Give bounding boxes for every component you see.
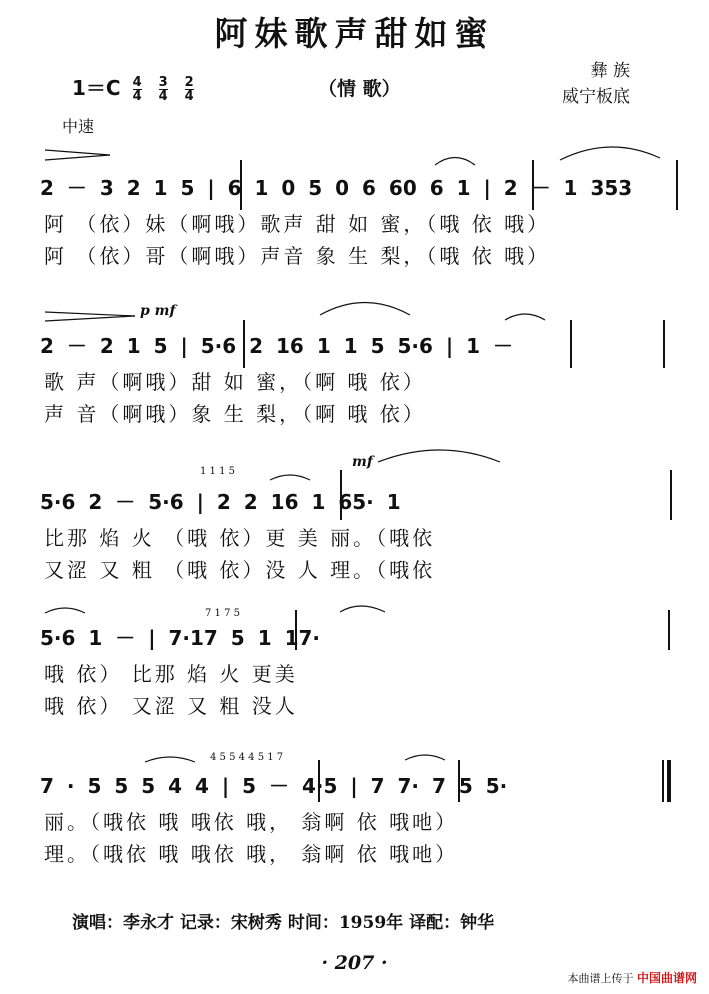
page-number: · 207 ·: [321, 952, 388, 974]
grace-notes-row-3: 1 1 1 5: [200, 466, 235, 477]
barline: [676, 160, 678, 210]
final-barline-thick: [667, 760, 671, 802]
lyrics-row-2b: 声 音（啊哦）象 生 梨，（啊 哦 依）: [44, 402, 426, 426]
song-title: 阿妹歌声甜如蜜: [214, 14, 495, 53]
slur: [378, 450, 500, 462]
notation-row-1: 2 － 3 2 1 5 | 6 1 0 5 0 6 60 6 1 | 2 － 1 353: [40, 176, 633, 200]
notation-row-4: 5·6 1 － | 7·17 5 1 17·: [40, 626, 320, 650]
lyrics-row-5a: 丽。（哦依 哦 哦依 哦， 翁啊 依 哦吔）: [44, 810, 459, 834]
dynamics-row-2: p mf: [140, 303, 176, 319]
watermark: [567, 969, 697, 986]
notation-row-3: 5·6 2 － 5·6 | 2 2 16 1 65· 1: [40, 490, 401, 514]
crescendo-hairpin: [45, 150, 110, 155]
lyrics-row-2a: 歌 声（啊哦）甜 如 蜜，（啊 哦 依）: [44, 370, 426, 394]
slur: [505, 314, 545, 320]
grace-notes-row-5: 4 5 5 4 4 5 1 7: [210, 752, 284, 763]
lyrics-row-4a: 哦 依） 比那 焰 火 更美: [44, 662, 298, 686]
slur: [405, 755, 445, 760]
lyrics-row-1a: 阿 （依）妹（啊哦）歌声 甜 如 蜜，（哦 依 哦）: [44, 212, 551, 236]
barline: [668, 610, 670, 650]
meter-4-4: $\frac{4}{4}$: [132, 75, 142, 104]
slur: [145, 757, 195, 762]
lyrics-row-3a: 比那 焰 火 （哦 依）更 美 丽。（哦依: [44, 526, 436, 550]
dynamics-row-3: mf: [352, 454, 373, 470]
meter-2-4: $\frac{2}{4}$: [184, 75, 194, 104]
genre-label: （情 歌）: [318, 78, 401, 100]
region: 威宁板底: [562, 87, 630, 107]
grace-notes-row-4: 7 1 7 5: [205, 608, 240, 619]
ethnic-group: 彝 族: [590, 61, 630, 81]
lyrics-row-1b: 阿 （依）哥（啊哦）声音 象 生 梨，（哦 依 哦）: [44, 244, 551, 268]
tempo-marking: 中速: [62, 117, 95, 136]
barline: [670, 470, 672, 520]
slur: [560, 147, 660, 160]
lyrics-row-4b: 哦 依） 又涩 又 粗 没人: [44, 694, 298, 718]
watermark-site: 中国曲谱网: [636, 971, 697, 985]
slur: [340, 606, 385, 612]
notation-row-5: 7 · 5 5 5 4 4 | 5 － 4·5 | 7 7· 7 5 5·: [40, 774, 508, 798]
meter-3-4: $\frac{3}{4}$: [158, 75, 168, 104]
slur: [45, 608, 85, 613]
watermark-text: 本曲谱上传于: [567, 972, 634, 985]
lyrics-row-5b: 理。（哦依 哦 哦依 哦， 翁啊 依 哦吔）: [44, 842, 459, 866]
lyrics-row-3b: 又涩 又 粗 （哦 依）没 人 理。（哦依: [44, 558, 436, 582]
notation-row-2: 2 － 2 1 5 | 5·6 2 16 1 1 5 5·6 | 1 －: [40, 334, 513, 358]
key-label: 1＝C: [72, 76, 121, 100]
credits-line: 演唱：李永才 记录：宋树秀 时间：1959年 译配：钟华: [72, 913, 495, 933]
crescendo-hairpin: [45, 312, 135, 316]
slur: [320, 303, 410, 316]
slur: [435, 158, 475, 166]
slur: [270, 475, 310, 480]
